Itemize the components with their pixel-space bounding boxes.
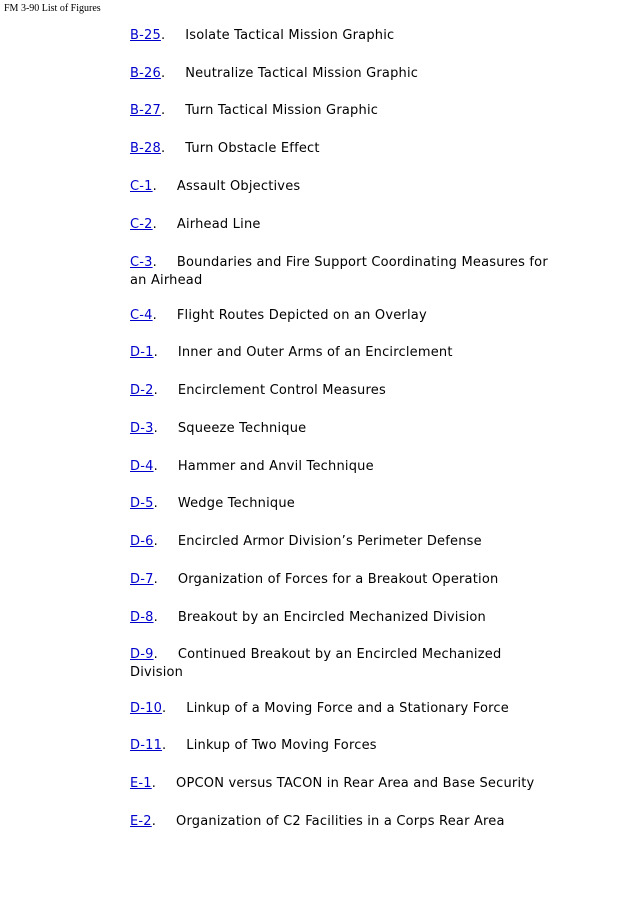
figure-entry: D-5. Wedge Technique: [130, 496, 295, 511]
figure-entry: B-28. Turn Obstacle Effect: [130, 141, 320, 156]
figure-entry: D-9. Continued Breakout by an Encircled Mechanized Division: [130, 647, 502, 680]
figure-entry: C-4. Flight Routes Depicted on an Overlay: [130, 308, 427, 323]
figure-title: Organization of C2 Facilities in a Corps Rear Area: [176, 814, 505, 829]
figure-title: Isolate Tactical Mission Graphic: [185, 28, 395, 43]
figure-link[interactable]: D-1: [130, 345, 154, 360]
figure-link[interactable]: B-26: [130, 66, 161, 81]
figure-link[interactable]: B-28: [130, 141, 161, 156]
figure-entry: E-2. Organization of C2 Facilities in a Corps Rear Area: [130, 814, 505, 829]
figure-entry: D-1. Inner and Outer Arms of an Encirclement: [130, 345, 453, 360]
figure-title: Squeeze Technique: [177, 421, 307, 436]
figure-title: OPCON versus TACON in Rear Area and Base Security: [176, 776, 535, 791]
figure-title: Continued Breakout by an Encircled Mechanized Division: [130, 647, 502, 680]
figure-title: Turn Obstacle Effect: [185, 141, 320, 156]
figure-link[interactable]: B-27: [130, 103, 161, 118]
figure-title: Boundaries and Fire Support Coordinating Measures for an Airhead: [130, 255, 548, 288]
figure-link[interactable]: D-7: [130, 572, 154, 587]
figure-title: Flight Routes Depicted on an Overlay: [176, 308, 427, 323]
figure-entry: D-6. Encircled Armor Division’s Perimeter Defense: [130, 534, 482, 549]
page-header: FM 3-90 List of Figures: [4, 3, 101, 14]
figure-link[interactable]: C-4: [130, 308, 153, 323]
figure-entry: D-10. Linkup of a Moving Force and a Stationary Force: [130, 701, 509, 716]
figure-entry: B-25. Isolate Tactical Mission Graphic: [130, 28, 395, 43]
figure-link[interactable]: D-11: [130, 738, 163, 753]
figure-title: Assault Objectives: [176, 179, 301, 194]
figure-link[interactable]: C-3: [130, 255, 153, 270]
figure-title: Organization of Forces for a Breakout Operation: [177, 572, 499, 587]
figure-title: Wedge Technique: [177, 496, 295, 511]
figure-title: Turn Tactical Mission Graphic: [185, 103, 379, 118]
figure-entry: B-26. Neutralize Tactical Mission Graphic: [130, 66, 419, 81]
figure-link[interactable]: D-6: [130, 534, 154, 549]
figure-entry: D-4. Hammer and Anvil Technique: [130, 459, 374, 474]
figure-entry: D-11. Linkup of Two Moving Forces: [130, 738, 377, 753]
figure-link[interactable]: D-10: [130, 701, 163, 716]
figure-link[interactable]: D-2: [130, 383, 154, 398]
figure-link[interactable]: C-2: [130, 217, 153, 232]
figure-entry: D-2. Encirclement Control Measures: [130, 383, 386, 398]
figure-entry: E-1. OPCON versus TACON in Rear Area and Base Security: [130, 776, 535, 791]
figure-title: Neutralize Tactical Mission Graphic: [185, 66, 419, 81]
figure-link[interactable]: D-8: [130, 610, 154, 625]
figure-title: Hammer and Anvil Technique: [177, 459, 374, 474]
figure-entry: D-8. Breakout by an Encircled Mechanized Division: [130, 610, 486, 625]
figure-link[interactable]: E-1: [130, 776, 152, 791]
figure-link[interactable]: D-3: [130, 421, 154, 436]
figure-entry: C-3. Boundaries and Fire Support Coordinating Measures for an Airhead: [130, 255, 548, 288]
figure-title: Encircled Armor Division’s Perimeter Defense: [177, 534, 482, 549]
figure-title: Linkup of a Moving Force and a Stationary Force: [186, 701, 509, 716]
figure-link[interactable]: B-25: [130, 28, 161, 43]
figure-title: Breakout by an Encircled Mechanized Division: [177, 610, 486, 625]
figure-title: Inner and Outer Arms of an Encirclement: [177, 345, 453, 360]
figure-entry: B-27. Turn Tactical Mission Graphic: [130, 103, 379, 118]
figure-title: Encirclement Control Measures: [177, 383, 386, 398]
figure-entry: C-2. Airhead Line: [130, 217, 261, 232]
figure-link[interactable]: D-5: [130, 496, 154, 511]
figure-title: Linkup of Two Moving Forces: [186, 738, 377, 753]
figure-link[interactable]: D-9: [130, 647, 154, 662]
figure-title: Airhead Line: [176, 217, 261, 232]
figure-link[interactable]: C-1: [130, 179, 153, 194]
figure-link[interactable]: D-4: [130, 459, 154, 474]
figure-link[interactable]: E-2: [130, 814, 152, 829]
figure-entry: C-1. Assault Objectives: [130, 179, 301, 194]
figure-entry: D-3. Squeeze Technique: [130, 421, 307, 436]
figure-entry: D-7. Organization of Forces for a Breakout Operation: [130, 572, 499, 587]
